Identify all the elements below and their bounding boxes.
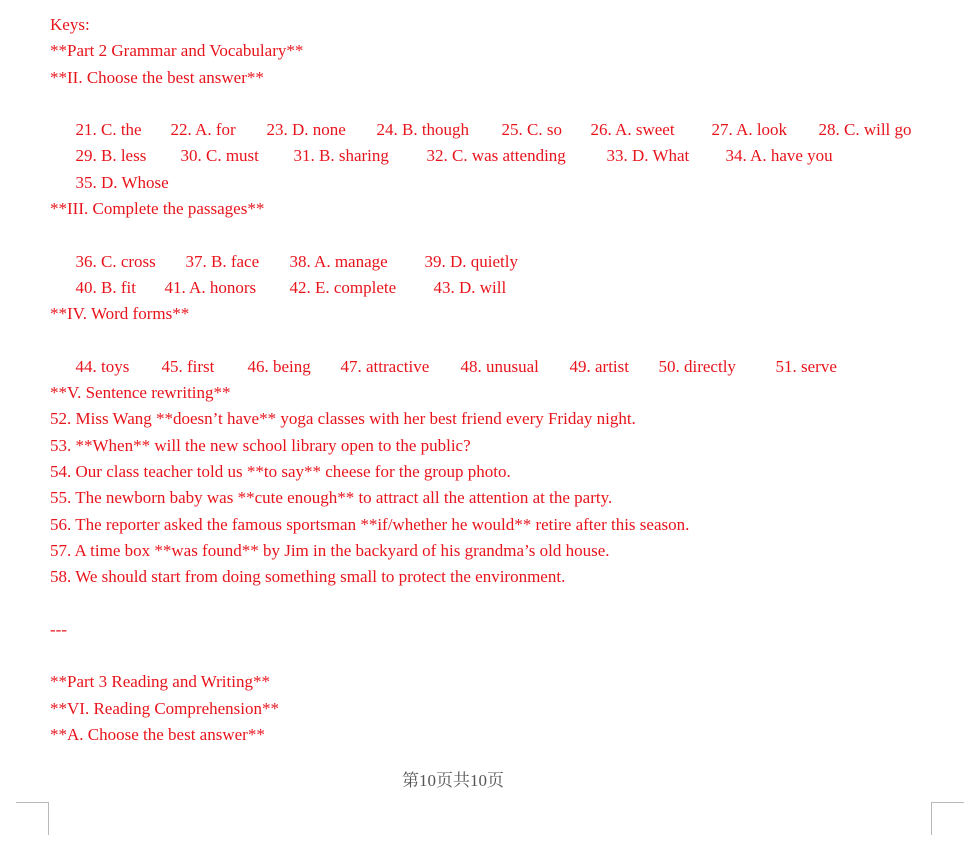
blank-line	[50, 170, 950, 196]
answer-item: 44. toys	[75, 356, 130, 376]
answer-item: 40. B. fit	[75, 277, 136, 297]
page-corner-mark-left	[16, 802, 49, 835]
keys-label: Keys:	[50, 15, 90, 34]
answer-item: 24. B. though	[376, 120, 470, 140]
sentence-line: 52. Miss Wang **doesn’t have** yoga classes with her best friend every Friday night.	[50, 409, 636, 429]
section6-heading: **VI. Reading Comprehension**	[50, 698, 279, 718]
sentence-line: 53. **When** will the new school library open to the public?	[50, 435, 471, 455]
answer-item: 37. B. face	[185, 251, 260, 271]
answer-item: 33. D. What	[606, 146, 690, 166]
answer-item: 26. A. sweet	[590, 120, 675, 140]
answer-item: 22. A. for	[170, 120, 236, 140]
section3-heading: **III. Complete the passages**	[50, 199, 265, 219]
part2-heading: **Part 2 Grammar and Vocabulary**	[50, 41, 304, 61]
blank-line	[50, 643, 950, 669]
answer-item: 43. D. will	[433, 277, 507, 297]
answer-item: 29. B. less	[75, 146, 147, 166]
answer-item: 46. being	[247, 356, 311, 376]
answer-item: 35. D. Whose	[75, 172, 169, 192]
sentence-line: 54. Our class teacher told us **to say** cheese for the group photo.	[50, 462, 511, 482]
answer-key	[50, 12, 950, 748]
separator: ---	[50, 619, 67, 639]
answer-item: 25. C. so	[501, 120, 562, 140]
sentence-line: 57. A time box **was found** by Jim in the backyard of his grandma’s old house.	[50, 540, 610, 560]
answer-item: 38. A. manage	[289, 251, 388, 271]
page-number-footer: 第10页共10页	[402, 771, 504, 790]
blank-line	[50, 591, 950, 617]
answer-item: 41. A. honors	[164, 277, 257, 297]
answer-item: 23. D. none	[266, 120, 346, 140]
section4-heading: **IV. Word forms**	[50, 304, 190, 324]
answer-row	[50, 222, 950, 271]
section5-heading: **V. Sentence rewriting**	[50, 383, 231, 403]
answer-row	[50, 328, 950, 376]
answer-row	[50, 91, 950, 140]
answer-item: 28. C. will go	[818, 120, 912, 140]
sentence-line: 58. We should start from doing something small to protect the environment.	[50, 567, 566, 587]
sentence-line: 56. The reporter asked the famous sportsman **if/whether he would** retire after this season.	[50, 514, 690, 534]
answer-item: 36. C. cross	[75, 251, 156, 271]
sentence-line: 55. The newborn baby was **cute enough** to attract all the attention at the party.	[50, 488, 613, 508]
page-corner-mark-right	[931, 802, 964, 835]
answer-item: 27. A. look	[711, 120, 788, 140]
answer-item: 49. artist	[569, 356, 629, 376]
answer-item: 31. B. sharing	[293, 146, 389, 166]
section6a-heading: **A. Choose the best answer**	[50, 725, 265, 745]
answer-item: 50. directly	[658, 356, 736, 376]
section2-heading: **II. Choose the best answer**	[50, 67, 264, 87]
answer-item: 30. C. must	[180, 146, 259, 166]
answer-item: 32. C. was attending	[426, 146, 566, 166]
answer-item: 42. E. complete	[289, 277, 397, 297]
answer-item: 39. D. quietly	[424, 251, 518, 271]
answer-item: 48. unusual	[460, 356, 539, 376]
part3-heading: **Part 3 Reading and Writing**	[50, 672, 270, 692]
answer-item: 45. first	[161, 356, 215, 376]
answer-item: 21. C. the	[75, 120, 142, 140]
answer-item: 47. attractive	[340, 356, 430, 376]
answer-item: 34. A. have you	[725, 146, 833, 166]
answer-item: 51. serve	[775, 356, 837, 376]
